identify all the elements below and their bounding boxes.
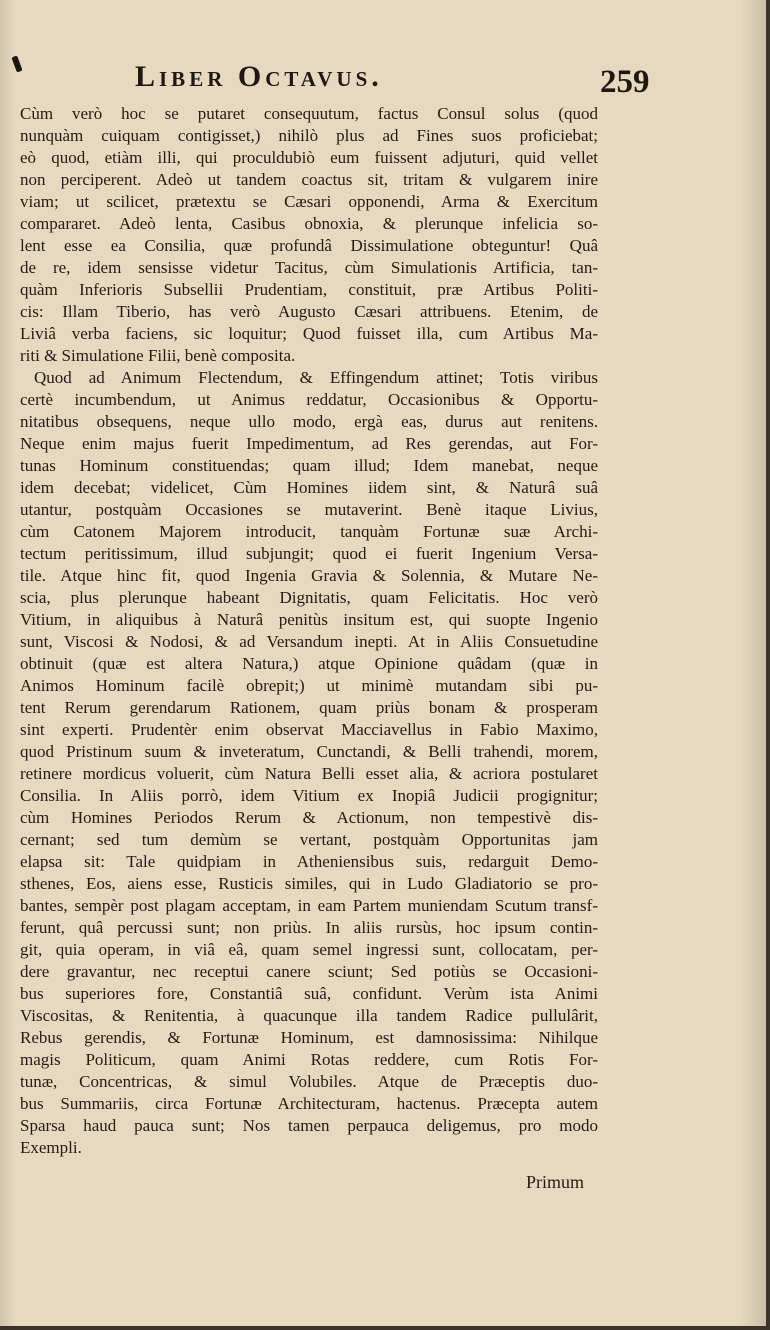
text-line: Animos Hominum facilè obrepit;) ut minimè mutandam sibi pu- — [20, 676, 598, 695]
text-line: Viscositas, & Renitentia, à quacunque illa tandem Radice pullulârit, — [20, 1006, 598, 1025]
text-line: cùm Homines Periodos Rerum & Actionum, non tempestivè dis- — [20, 808, 598, 827]
text-line: idem decebat; videlicet, Cùm Homines iidem sint, & Naturâ suâ — [20, 478, 598, 497]
text-line: tectum peritissimum, illud subjungit; quod ei fuerit Ingenium Versa- — [20, 544, 598, 563]
text-line: sthenes, Eos, aiens esse, Rusticis similes, qui in Ludo Gladiatorio se pro- — [20, 874, 598, 893]
text-line: de re, idem sensisse videtur Tacitus, cùm Simulationis Artificia, tan- — [20, 258, 598, 277]
text-line: utantur, postquàm Occasiones se mutaverint. Benè itaque Livius, — [20, 500, 598, 519]
text-line: tunæ, Concentricas, & simul Volubiles. Atque de Præceptis duo- — [20, 1072, 598, 1091]
page-number: 259 — [600, 64, 650, 100]
text-line: obtinuit (quæ est altera Natura,) atque Opinione quâdam (quæ in — [20, 654, 598, 673]
text-line: tent Rerum gerendarum Rationem, quam priùs bonam & prosperam — [20, 698, 598, 717]
text-line: Vitium, in aliquibus à Naturâ penitùs insitum est, qui suopte Ingenio — [20, 610, 598, 629]
text-line: nitatibus obsequens, neque ullo modo, ergà eas, durus aut renitens. — [20, 412, 598, 431]
text-line: Neque enim majus fuerit Impedimentum, ad Res gerendas, aut For- — [20, 434, 598, 453]
text-line: elapsa sit: Tale quidpiam in Atheniensibus suis, redarguit Demo- — [20, 852, 598, 871]
text-line: Rebus gerendis, & Fortunæ Hominum, est damnosissima: Nihilque — [20, 1028, 598, 1047]
text-line: non perciperent. Adeò ut tandem coactus sit, tritam & vulgarem inire — [20, 170, 598, 189]
text-line: sunt, Viscosi & Nodosi, & ad Versandum inepti. At in Aliis Consuetudine — [20, 632, 598, 651]
running-title: Liber Octavus. — [135, 60, 383, 93]
text-line: riti & Simulatione Filii, benè composita. — [20, 346, 296, 365]
text-line: nunquàm cuiquam contigisset,) nihilò plus ad Fines suos proficiebat; — [20, 126, 598, 145]
text-line: eò quod, etiàm illi, qui proculdubiò eum fuissent adjuturi, quid vellet — [20, 148, 598, 167]
text-line: cùm Catonem Majorem introducit, tanquàm Fortunæ suæ Archi- — [20, 522, 598, 541]
catchword: Primum — [526, 1172, 585, 1192]
text-line: quàm Inferioris Subsellii Prudentiam, constituit, præ Artibus Politi- — [20, 280, 598, 299]
text-block — [20, 103, 598, 1159]
text-line: bus Summariis, circa Fortunæ Architecturam, hactenus. Præcepta autem — [20, 1094, 598, 1113]
text-line: sint experti. Prudentèr enim observat Macciavellus in Fabio Maximo, — [20, 720, 598, 739]
text-line: Sparsa haud pauca sunt; Nos tamen perpauca deligemus, pro modo — [20, 1116, 598, 1135]
text-line: Cùm verò hoc se putaret consequutum, factus Consul solus (quod — [20, 104, 598, 123]
text-line: tunas Hominum constituendas; quam illud; Idem manebat, neque — [20, 456, 598, 475]
text-line: cis: Illam Tiberio, has verò Augusto Cæsari attribuens. Etenim, de — [20, 302, 598, 321]
text-line: scia, plus plerunque habeant Dignitatis, quam Felicitatis. Hoc verò — [20, 588, 598, 607]
text-line: Exempli. — [20, 1138, 82, 1157]
text-line: compararet. Adeò lenta, Casibus obnoxia, & plerunque infelicia so- — [20, 214, 598, 233]
text-line: lent esse ea Consilia, quæ profundâ Dissimulatione obteguntur! Quâ — [20, 236, 598, 255]
text-line: ferunt, quâ percussi sunt; non priùs. In aliis rursùs, hoc ipsum contin- — [20, 918, 598, 937]
text-line: tile. Atque hinc fit, quod Ingenia Gravia & Solennia, & Mutare Ne- — [20, 566, 598, 585]
text-line: Quod ad Animum Flectendum, & Effingendum attinet; Totis viribus — [34, 368, 598, 387]
text-line: git, quia operam, in viâ eâ, quam semel ingressi sunt, collocatam, per- — [20, 940, 598, 959]
text-line: viam; ut scilicet, prætextu se Cæsari opponendi, Arma & Exercitum — [20, 192, 598, 211]
text-line: cernant; sed tum demùm se vertant, postquàm Opportunitas jam — [20, 830, 598, 849]
text-line: Consilia. In Aliis porrò, idem Vitium ex Inopiâ Judicii progignitur; — [20, 786, 598, 805]
text-line: Liviâ verba faciens, sic loquitur; Quod fuisset illa, cum Artibus Ma- — [20, 324, 598, 343]
text-line: bantes, sempèr post plagam acceptam, in eam Partem muniendam Scutum transf- — [20, 896, 598, 915]
text-line: certè incumbendum, ut Animus reddatur, Occasionibus & Opportu- — [20, 390, 598, 409]
text-line: magis Politicum, quam Animi Rotas reddere, cum Rotis For- — [20, 1050, 598, 1069]
ink-mark — [11, 55, 22, 72]
text-line: retinere mordicus voluerit, cùm Natura Belli esset alia, & acriora postularet — [20, 764, 598, 783]
text-line: bus superiores fore, Constantiâ suâ, confidunt. Verùm ista Animi — [20, 984, 598, 1003]
text-line: dere gravantur, nec receptui canere sciunt; Sed potiùs se Occasioni- — [20, 962, 598, 981]
text-line: quod Pristinum suum & inveteratum, Cunctandi, & Belli trahendi, morem, — [20, 742, 598, 761]
